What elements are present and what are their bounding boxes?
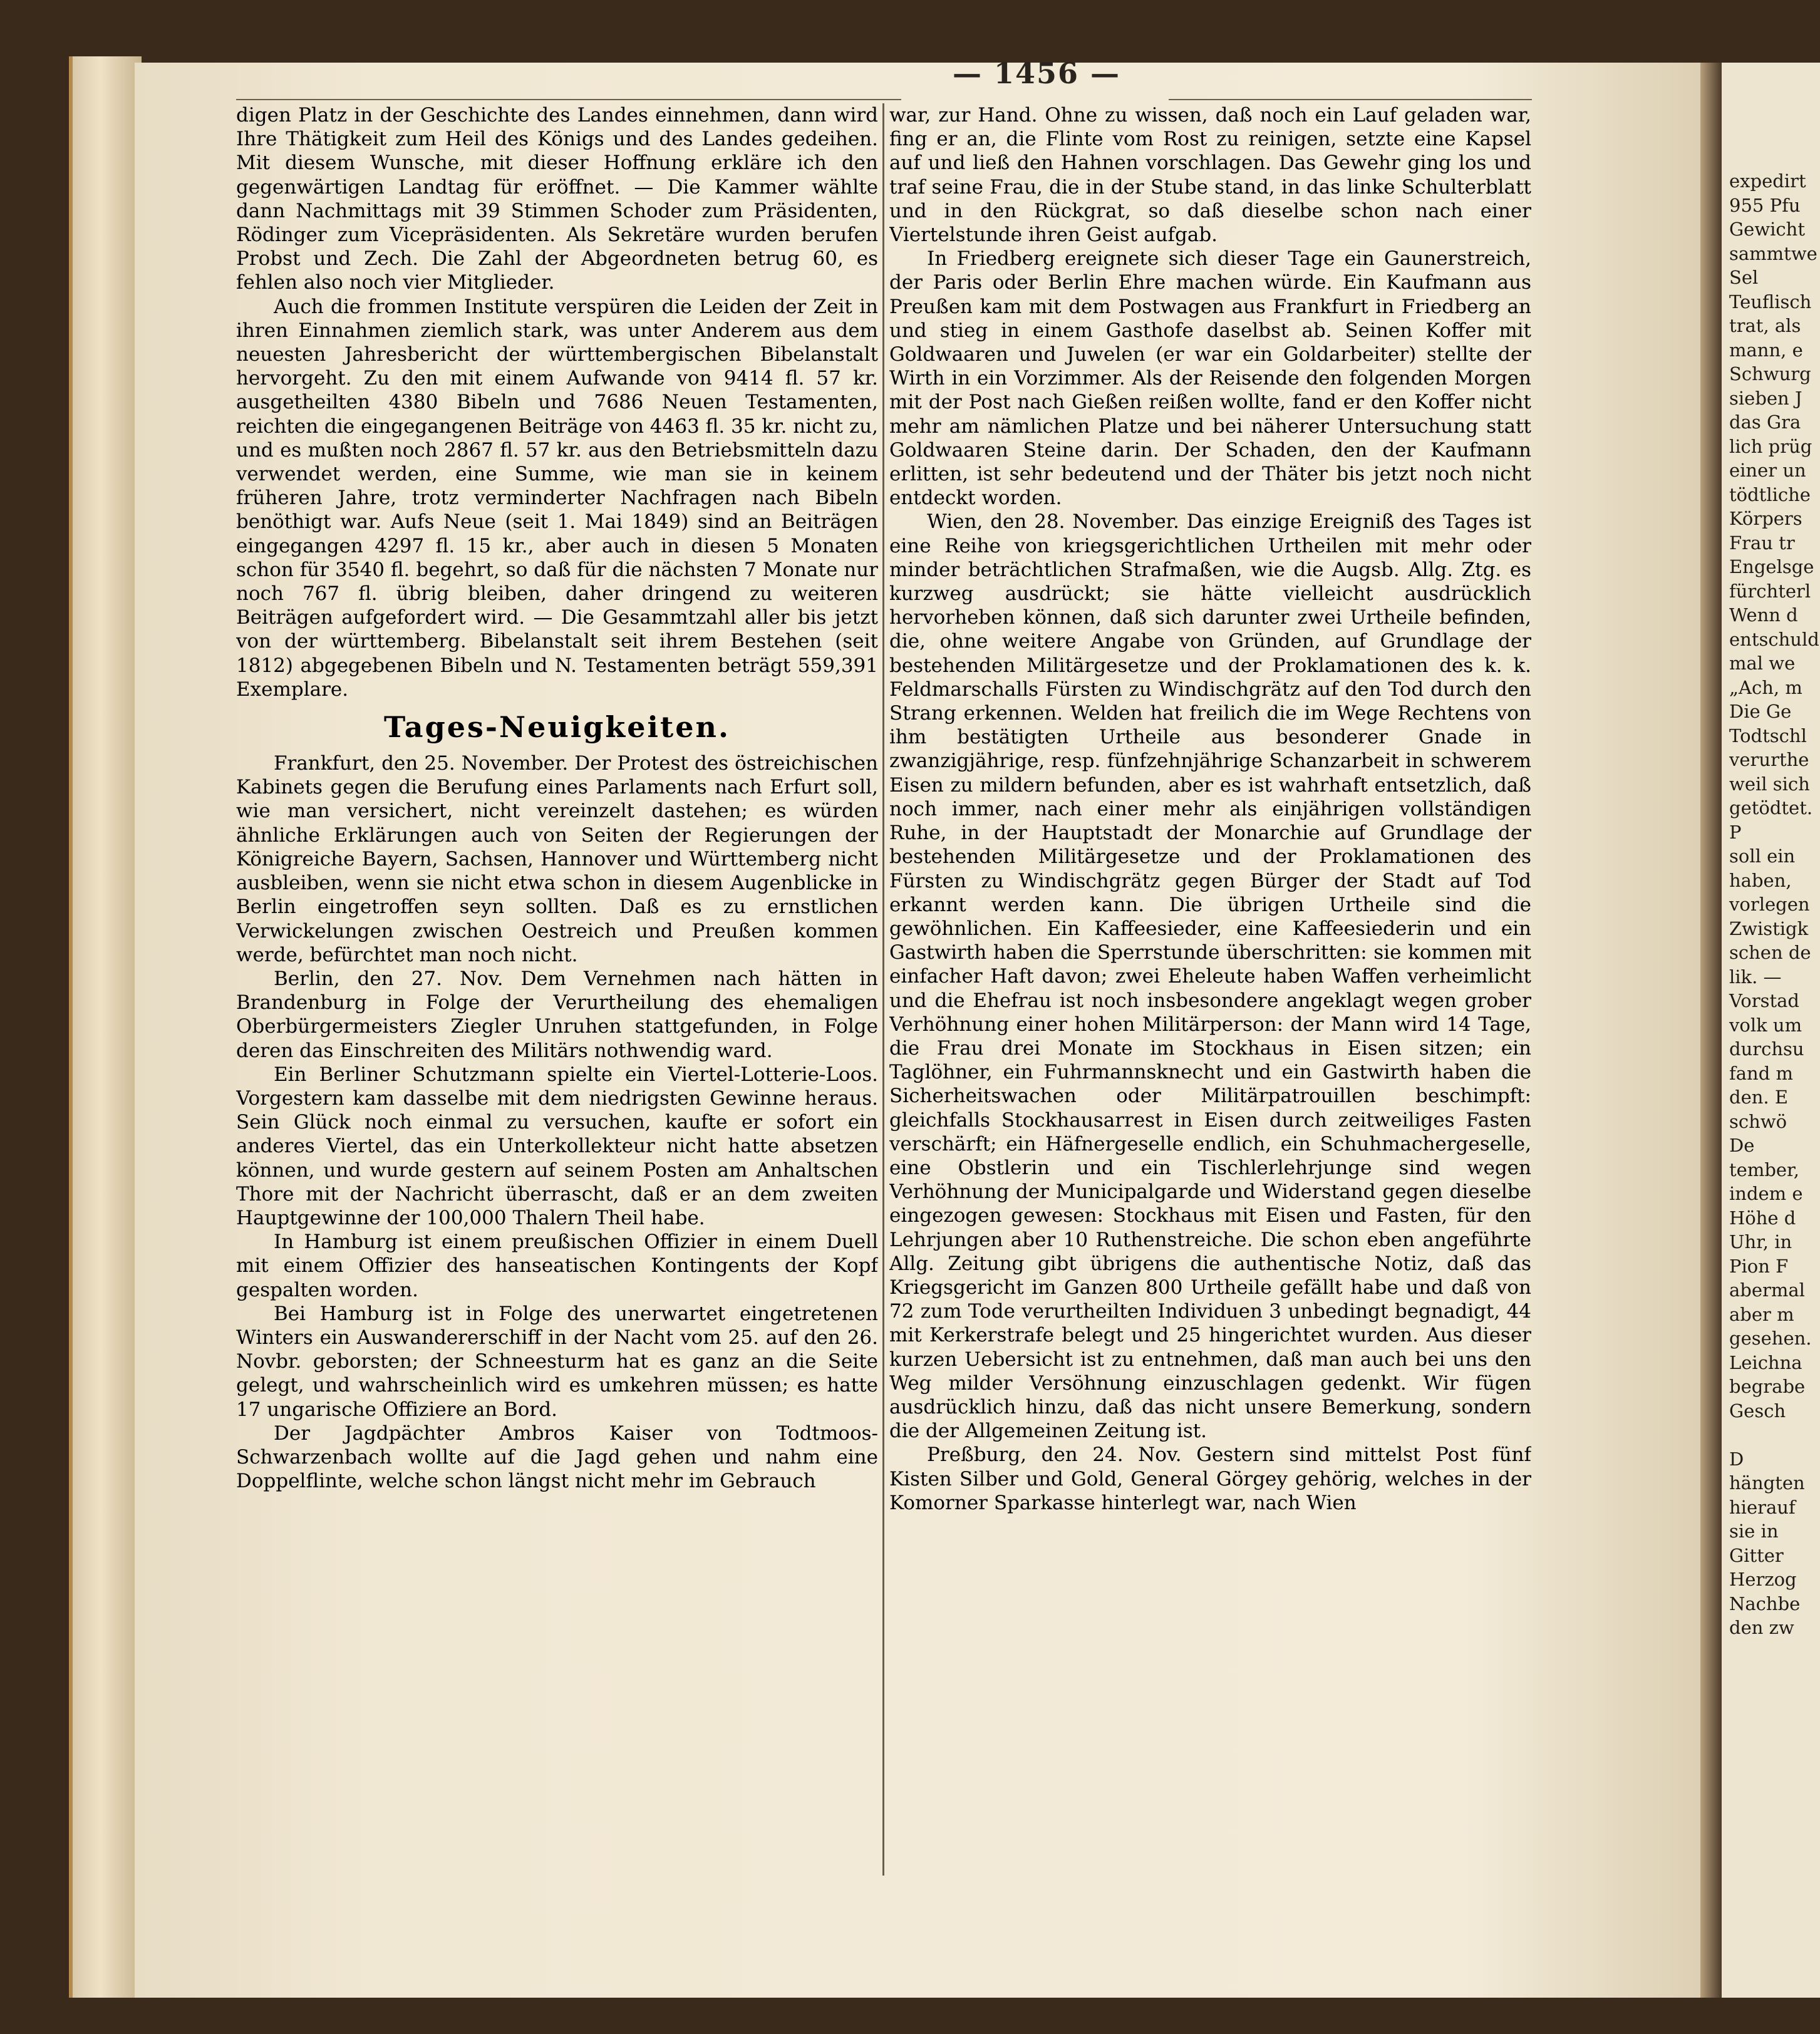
facing-page-line: schen de [1729, 942, 1811, 963]
facing-page-line: einer un [1729, 460, 1806, 481]
facing-page-line: Frau tr [1729, 532, 1795, 554]
facing-page-line: Die Ge [1729, 701, 1792, 722]
facing-page-line: Engelsge [1729, 556, 1814, 577]
book-page-edges [69, 56, 142, 1998]
facing-page-line: Körpers [1729, 508, 1802, 529]
facing-page-line: soll ein [1729, 845, 1796, 867]
article-paragraph: Ein Berliner Schutzmann spielte ein Viertel-Lotterie-Loos. Vorgestern kam dasselbe mit dem niedrigsten Gewinne heraus. Sein Glück noch einmal zu versuchen, kaufte er sofort ein anderes Viertel, das ein Unterkollekteur nicht hatte absetzen können, und wurde gestern auf seinem Posten am Anhaltschen Thore mit der Nachricht überrascht, daß er an dem zweiten Hauptgewinne der 100,000 Thalern Theil habe. [236, 1063, 878, 1229]
facing-page-line: das Gra [1729, 411, 1801, 433]
facing-page-line: expedirt [1729, 170, 1806, 192]
facing-page-line: De [1729, 1135, 1755, 1156]
article-paragraph: digen Platz in der Geschichte des Landes einnehmen, dann wird Ihre Thätigkeit zum Heil des Königs und des Landes gedeihen. Mit diesem Wunsche, mit dieser Hoffnung erkläre ich den gegenwärtigen Landtag für eröffnet. — Die Kammer wählte dann Nachmittags mit 39 Stimmen Schoder zum Präsidenten, Rödinger zum Vicepräsidenten. Als Sekretäre wurden berufen Probst und Zech. Die Zahl der Abgeordneten betrug 60, es fehlen also noch vier Mitglieder. [236, 104, 878, 294]
facing-page-line: Nachbe [1729, 1593, 1801, 1614]
facing-page-line: abermal [1729, 1279, 1805, 1301]
page-number: — 1456 — [952, 56, 1121, 90]
facing-page-line: trat, als [1729, 315, 1801, 336]
facing-page-line: Gitter [1729, 1544, 1784, 1566]
facing-page-line: 955 Pfu [1729, 194, 1801, 216]
article-paragraph: Wien, den 28. November. Das einzige Ereigniß des Tages ist eine Reihe von kriegsgerichtlichen Urtheilen mit mehr oder minder beträchtlichen Strafmaßen, wie die Augsb. Allg. Ztg. es kurzweg ausdrückt; sie hätte vielleicht ausdrücklich hervorheben können, daß sich darunter zwei Urtheile befinden, die, ohne weitere Angabe von Gründen, auf Grundlage der bestehenden Militärgesetze und der Proklamationen des k. k. Feldmarschalls Fürsten zu Windischgrätz auf den Tod durch den Strang erkennen. Welden hat freilich die im Wege Rechtens von ihm bestätigten Urtheile aus besonderer Gnade in zwanzigjährige, resp. fünfzehnjährige Schanzarbeit in schwerem Eisen zu mildern befunden, aber es ist wahrhaft entsetzlich, daß noch immer, nach einer mehr als einjährigen vollständigen Ruhe, in der Hauptstadt der Monarchie auf Grundlage der bestehenden Militärgesetze und der Proklamationen des Fürsten zu Windischgrätz gegen Bürger der Stadt auf Tod erkannt werden kann. Die übrigen Urtheile sind die gewöhnlichen. Ein Kaffeesieder, eine Kaffeesiederin und ein Gastwirth haben die Sperrstunde überschritten: sie kommen mit einfacher Haft davon; zwei Eheleute haben Waffen verheimlicht und die Ehefrau ist noch insbesondere angeklagt wegen grober Verhöhnung einer hohen Militärperson: der Mann wird 14 Tage, die Frau drei Monate im Stockhaus in Eisen sitzen; ein Taglöhner, ein Fuhrmannsknecht und ein Gastwirth haben die Sicherheitswachen oder Militärpatrouillen beschimpft: gleichfalls Stockhausarrest in Eisen durch zeitweiliges Fasten verschärft; ein Häfnergeselle endlich, ein Schuhmachergeselle, eine Obstlerin und ein Tischlerlehrjunge sind wegen Verhöhnung der Municipalgarde und Widerstand gegen dieselbe eingezogen gewesen: Stockhaus mit Eisen und Fasten, für den Lehrjungen aber 10 Ruthenstreiche. Die schon eben angeführte Allg. Zeitung gibt übrigens die authentische Notiz, daß das Kriegsgericht im Ganzen 800 Urtheile gefällt habe und daß von 72 zum Tode verurtheilten Individuen 3 unbedingt begnadigt, 44 mit Kerkerstrafe belegt und 25 hingerichtet wurden. Aus dieser kurzen Uebersicht ist zu entnehmen, daß man auch bei uns den Weg milder Versöhnung einzuschlagen gedenkt. Wir fügen ausdrücklich hinzu, daß das nicht unsere Bemerkung, sondern die der Allgemeinen Zeitung ist. [889, 510, 1531, 1443]
left-column [236, 103, 878, 1876]
facing-page-line: haben, [1729, 869, 1792, 891]
facing-page-line: durchsu [1729, 1038, 1804, 1060]
facing-page-line: sie in [1729, 1520, 1779, 1542]
article-paragraph: war, zur Hand. Ohne zu wissen, daß noch ein Lauf geladen war, fing er an, die Flinte vom Rost zu reinigen, setzte eine Kapsel auf und ließ den Hahnen vorschlagen. Das Gewehr ging los und traf seine Frau, die in der Stube stand, in das linke Schulterblatt und in den Rückgrat, so daß dieselbe schon nach einer Viertelstunde ihren Geist aufgab. [889, 104, 1531, 247]
facing-page-line: Vorstad [1729, 990, 1799, 1011]
facing-page-line: volk um [1729, 1014, 1802, 1036]
column-divider [882, 103, 884, 1876]
facing-page-line: entschuld [1729, 628, 1819, 650]
article-paragraph: Preßburg, den 24. Nov. Gestern sind mittelst Post fünf Kisten Silber und Gold, General Görgey gehörig, welches in der Komorner Sparkasse hinterlegt war, nach Wien [889, 1443, 1531, 1514]
facing-page-line: Leichna [1729, 1351, 1802, 1373]
facing-page-line: Gewicht [1729, 219, 1805, 240]
facing-page-line: Todtschl [1729, 725, 1807, 746]
facing-page-line: Höhe d [1729, 1207, 1796, 1229]
facing-page-line: mal we [1729, 653, 1796, 674]
facing-page-line: D [1729, 1448, 1744, 1470]
article-paragraph: In Friedberg ereignete sich dieser Tage ein Gaunerstreich, der Paris oder Berlin Ehre machen würde. Ein Kaufmann aus Preußen kam mit dem Postwagen aus Frankfurt in Friedberg an und stieg in einem Gasthofe daselbst ab. Seinen Koffer mit Goldwaaren und Juwelen (er war ein Goldarbeiter) stellte der Wirth in ein Vorzimmer. Als der Reisende den folgenden Morgen mit der Post nach Gießen reißen wollte, fand er den Koffer nicht mehr am nämlichen Platze und bei näherer Untersuchung statt Goldwaaren Steine darin. Der Schaden, den der Kaufmann erlitten, ist sehr bedeutend und der Thäter bis jetzt noch nicht entdeckt worden. [889, 247, 1531, 510]
facing-page-fragment [1722, 63, 1820, 1998]
facing-page-line: P [1729, 821, 1742, 843]
facing-page-line: gesehen. [1729, 1328, 1812, 1349]
facing-page-line: Wenn d [1729, 604, 1798, 626]
article-paragraph: Berlin, den 27. Nov. Dem Vernehmen nach hätten in Brandenburg in Folge der Verurtheilung des ehemaligen Oberbürgermeisters Ziegler Unruhen stattgefunden, in Folge deren das Einschreiten des Militärs nothwendig ward. [236, 967, 878, 1062]
facing-page-line: fürchterl [1729, 580, 1811, 602]
facing-page-line: den zw [1729, 1617, 1794, 1638]
facing-page-line: Teuflisch [1729, 291, 1812, 312]
section-heading: Tages-Neuigkeiten. [383, 710, 731, 745]
right-column [889, 103, 1531, 1876]
article-paragraph: Auch die frommen Institute verspüren die Leiden der Zeit in ihren Einnahmen ziemlich stark, was unter Anderem aus dem neuesten Jahresbericht der württembergischen Bibelanstalt hervorgeht. Zu den mit einem Aufwande von 9414 fl. 57 kr. ausgetheilten 4380 Bibeln und 7686 Neuen Testamenten, reichten die eingegangenen Beiträge von 4463 fl. 35 kr. nicht zu, und es mußten noch 2867 fl. 57 kr. aus den Betriebsmitteln dazu verwendet werden, eine Summe, wie man sie in keinem früheren Jahre, trotz verminderter Nachfragen nach Bibeln benöthigt war. Aufs Neue (seit 1. Mai 1849) sind an Beiträgen eingegangen 4297 fl. 15 kr., aber auch in diesen 5 Monaten schon für 3540 fl. begehrt, so daß für die nächsten 7 Monate nur noch 767 fl. übrig bleiben, daher dringend zu weiteren Beiträgen aufgefordert wird. — Die Gesammtzahl aller bis jetzt von der württemberg. Bibelanstalt seit ihrem Bestehen (seit 1812) abgegebenen Bibeln und N. Testamenten beträgt 559,391 Exemplare. [236, 295, 878, 701]
header-rule-left [236, 99, 901, 100]
facing-page-line: hierauf [1729, 1496, 1796, 1518]
facing-page-line: Gesch [1729, 1400, 1786, 1422]
article-paragraph: Frankfurt, den 25. November. Der Protest des östreichischen Kabinets gegen die Berufung eines Parlaments nach Erfurt soll, wie man versichert, nicht vereinzelt dastehen; es würden ähnliche Erklärungen auch von Seiten der Regierungen der Königreiche Bayern, Sachsen, Hannover und Württemberg nicht ausbleiben, wenn sie nicht etwa schon in diesem Augenblicke in Berlin eingetroffen seyn sollten. Daß es zu ernstlichen Verwickelungen zwischen Oestreich und Preußen kommen werde, befürchtet man noch nicht. [236, 752, 878, 966]
facing-page-line: schwö [1729, 1110, 1787, 1132]
facing-page-line: tember, [1729, 1159, 1799, 1180]
facing-page-line: Pion F [1729, 1255, 1789, 1277]
article-paragraph: Bei Hamburg ist in Folge des unerwartet eingetretenen Winters ein Auswandererschiff in der Nacht vom 25. auf den 26. Novbr. geborsten; der Schneesturm hat es ganz an die Seite gelegt, und wahrscheinlich wird es umkehren müssen; es hatte 17 ungarische Offiziere an Bord. [236, 1302, 878, 1421]
facing-page-line: Uhr, in [1729, 1231, 1792, 1252]
book-gutter [1700, 63, 1722, 1998]
facing-page-line: weil sich [1729, 773, 1810, 795]
facing-page-line: getödtet. [1729, 797, 1813, 818]
facing-page-line: Herzog [1729, 1569, 1797, 1590]
facing-page-line: lik. — [1729, 966, 1782, 988]
facing-page-line: verurthe [1729, 749, 1809, 770]
facing-page-text [1722, 63, 1820, 1640]
facing-page-line [1729, 1423, 1820, 1447]
facing-page-line: sammtwe [1729, 242, 1817, 264]
facing-page-line: den. E [1729, 1087, 1789, 1108]
facing-page-line: Schwurg [1729, 363, 1811, 385]
facing-page-line: hängten [1729, 1472, 1805, 1494]
header-rule-right [1169, 99, 1532, 100]
article-paragraph: Der Jagdpächter Ambros Kaiser von Todtmoos-Schwarzenbach wollte auf die Jagd gehen und nahm eine Doppelflinte, welche schon längst nicht mehr im Gebrauch [236, 1422, 878, 1493]
facing-page-line: sieben J [1729, 387, 1802, 409]
facing-page-line: aber m [1729, 1303, 1794, 1325]
facing-page-line: fand m [1729, 1062, 1793, 1084]
facing-page-line: „Ach, m [1729, 676, 1802, 698]
facing-page-line: mann, e [1729, 339, 1803, 361]
facing-page-line: lich prüg [1729, 435, 1812, 457]
facing-page-line: begrabe [1729, 1376, 1806, 1397]
facing-page-line: Sel [1729, 267, 1759, 288]
article-paragraph: In Hamburg ist einem preußischen Offizier in einem Duell mit einem Offizier des hanseatischen Kontingents der Kopf gespalten worden. [236, 1231, 878, 1301]
facing-page-line: Zwistigk [1729, 917, 1809, 939]
facing-page-line: tödtliche [1729, 483, 1811, 505]
facing-page-line: vorlegen [1729, 894, 1810, 915]
facing-page-line: indem e [1729, 1183, 1803, 1204]
